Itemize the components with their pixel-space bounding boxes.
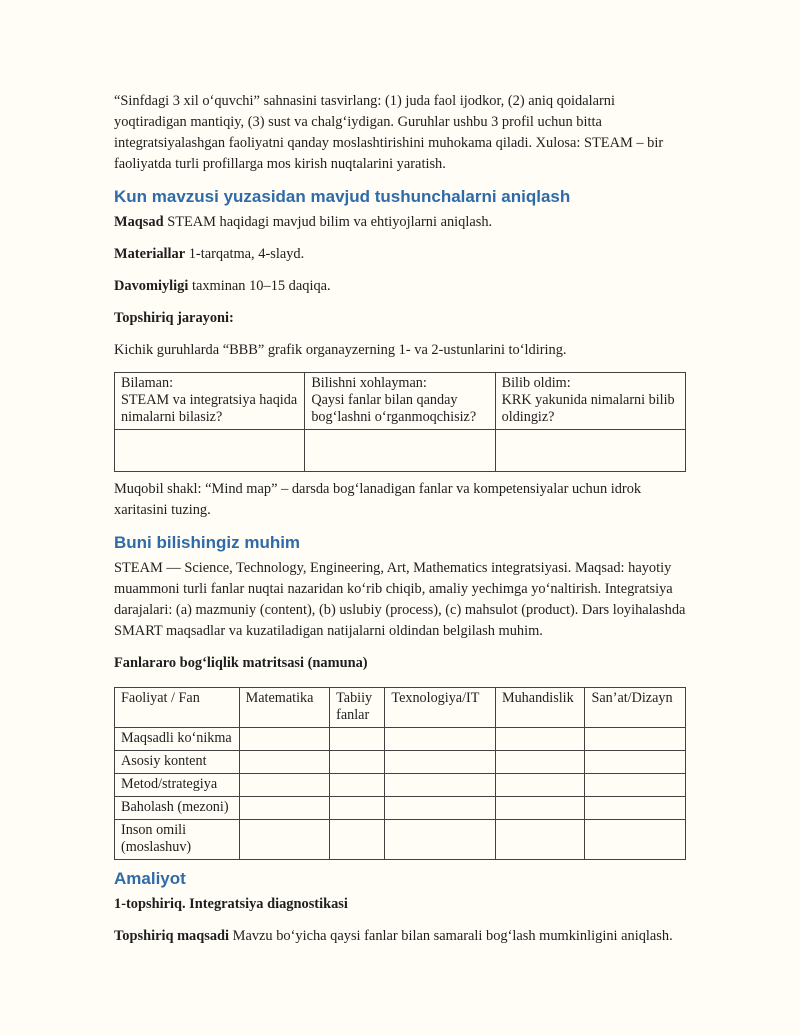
matrix-empty-cell <box>330 820 385 860</box>
process-label-line <box>114 308 686 329</box>
davomiyligi-label: Davomiyligi <box>114 278 189 294</box>
matrix-empty-cell <box>585 820 686 860</box>
task-title: 1-topshiriq. Integratsiya diagnostikasi <box>114 896 348 912</box>
maqsad-label: Maqsad <box>114 214 164 230</box>
matrix-row <box>115 797 686 820</box>
matrix-empty-cell <box>239 820 329 860</box>
matrix-header-cell: Texnologiya/IT <box>385 688 496 728</box>
matrix-empty-cell <box>495 774 584 797</box>
bbb-answer-row <box>115 430 686 472</box>
matrix-empty-cell <box>239 774 329 797</box>
matrix-empty-cell <box>585 728 686 751</box>
maqsad-text: STEAM haqidagi mavjud bilim va ehtiyojlarni aniqlash. <box>163 214 493 230</box>
heading-concepts: Kun mavzusi yuzasidan mavjud tushunchalarni aniqlash <box>114 187 571 206</box>
task-title-line <box>114 894 686 915</box>
heading-practice: Amaliyot <box>114 869 186 888</box>
heading-important: Buni bilishingiz muhim <box>114 533 301 552</box>
bbb-answer-cell <box>495 430 685 472</box>
matrix-header-cell: San’at/Dizayn <box>585 688 686 728</box>
matrix-row <box>115 751 686 774</box>
matrix-header-cell: Tabiiy fanlar <box>330 688 385 728</box>
matrix-empty-cell <box>385 774 496 797</box>
bbb-answer-cell <box>305 430 495 472</box>
bbb-header-cell-oldim <box>495 373 685 430</box>
matrix-empty-cell <box>385 797 496 820</box>
matrix-empty-cell <box>495 820 584 860</box>
matrix-header-cell: Faoliyat / Fan <box>115 688 240 728</box>
matrix-empty-cell <box>385 820 496 860</box>
bbb-col-question: Qaysi fanlar bilan qanday bog‘lashni o‘rganmoqchisiz? <box>311 392 477 425</box>
alternative-note: Muqobil shakl: “Mind map” – darsda bog‘lanadigan fanlar va kompetensiyalar uchun idrok xaritasini tuzing. <box>114 481 642 518</box>
matrix-empty-cell <box>495 797 584 820</box>
process-instruction: Kichik guruhlarda “BBB” grafik organayzerning 1- va 2-ustunlarini to‘ldiring. <box>114 342 567 358</box>
matrix-header-row <box>115 688 686 728</box>
task-goal-text: Mavzu bo‘yicha qaysi fanlar bilan samarali bog‘lash mumkinligini aniqlash. <box>229 928 673 944</box>
materiallar-label: Materiallar <box>114 246 186 262</box>
matrix-empty-cell <box>330 797 385 820</box>
matrix-row <box>115 820 686 860</box>
bbb-col-title: Bilishni xohlayman: <box>311 375 427 391</box>
maqsad-line <box>114 212 686 233</box>
bbb-col-question: STEAM va integratsiya haqida nimalarni bilasiz? <box>121 392 298 425</box>
matrix-caption-text: Fanlararo bog‘liqlik matritsasi (namuna) <box>114 655 368 671</box>
bbb-answer-cell <box>115 430 305 472</box>
matrix-empty-cell <box>585 774 686 797</box>
matrix-row <box>115 774 686 797</box>
matrix-row-label: Inson omili (moslashuv) <box>115 820 240 860</box>
matrix-caption <box>114 653 686 674</box>
matrix-header-cell: Muhandislik <box>495 688 584 728</box>
matrix-row <box>115 728 686 751</box>
matrix-row-label: Maqsadli ko‘nikma <box>115 728 240 751</box>
intro-paragraph: “Sinfdagi 3 xil o‘quvchi” sahnasini tasvirlang: (1) juda faol ijodkor, (2) aniq qoidalarni yoqtiradigan mantiqiy, (3) sust va chalg‘iydigan. Guruhlar ushbu 3 profil uchun bitta integratsiyalashgan faoliyatni qanday moslashtirishini muhokama qiladi. Xulosa: STEAM – bir faoliyatda turli profillarga mos kirish nuqtalarini yaratish. <box>114 93 664 172</box>
matrix-empty-cell <box>239 751 329 774</box>
matrix-empty-cell <box>385 751 496 774</box>
matrix-empty-cell <box>495 728 584 751</box>
materiallar-line <box>114 244 686 265</box>
matrix-empty-cell <box>385 728 496 751</box>
matrix-empty-cell <box>330 751 385 774</box>
matrix-header-cell: Matematika <box>239 688 329 728</box>
matrix-empty-cell <box>585 797 686 820</box>
matrix-table <box>114 687 686 860</box>
bbb-header-cell-bilaman <box>115 373 305 430</box>
matrix-empty-cell <box>239 728 329 751</box>
task-goal-line <box>114 926 686 947</box>
process-label: Topshiriq jarayoni: <box>114 310 234 326</box>
bbb-col-title: Bilib oldim: <box>501 375 571 391</box>
task-goal-label: Topshiriq maqsadi <box>114 928 230 944</box>
matrix-row-label: Metod/strategiya <box>115 774 240 797</box>
matrix-row-label: Asosiy kontent <box>115 751 240 774</box>
bbb-header-cell-xohlayman <box>305 373 495 430</box>
bbb-col-question: KRK yakunida nimalarni bilib oldingiz? <box>501 392 675 425</box>
bbb-table <box>114 372 686 472</box>
important-paragraph: STEAM — Science, Technology, Engineering, Art, Mathematics integratsiyasi. Maqsad: hayotiy muammoni turli fanlar nuqtai nazaridan ko‘rib chiqib, amaliy yechimga yo‘naltirish. Integratsiya darajalari: (a) mazmuniy (content), (b) uslubiy (process), (c) mahsulot (product). Dars loyihalashda SMART maqsadlar va kuzatiladigan natijalarni oldindan belgilash muhim. <box>114 560 686 639</box>
davomiyligi-text: taxminan 10–15 daqiqa. <box>188 278 331 294</box>
matrix-empty-cell <box>585 751 686 774</box>
materiallar-text: 1-tarqatma, 4-slayd. <box>185 246 305 262</box>
matrix-empty-cell <box>239 797 329 820</box>
davomiyligi-line <box>114 276 686 297</box>
matrix-empty-cell <box>495 751 584 774</box>
matrix-empty-cell <box>330 774 385 797</box>
bbb-col-title: Bilaman: <box>121 375 174 391</box>
bbb-header-row <box>115 373 686 430</box>
matrix-row-label: Baholash (mezoni) <box>115 797 240 820</box>
matrix-empty-cell <box>330 728 385 751</box>
